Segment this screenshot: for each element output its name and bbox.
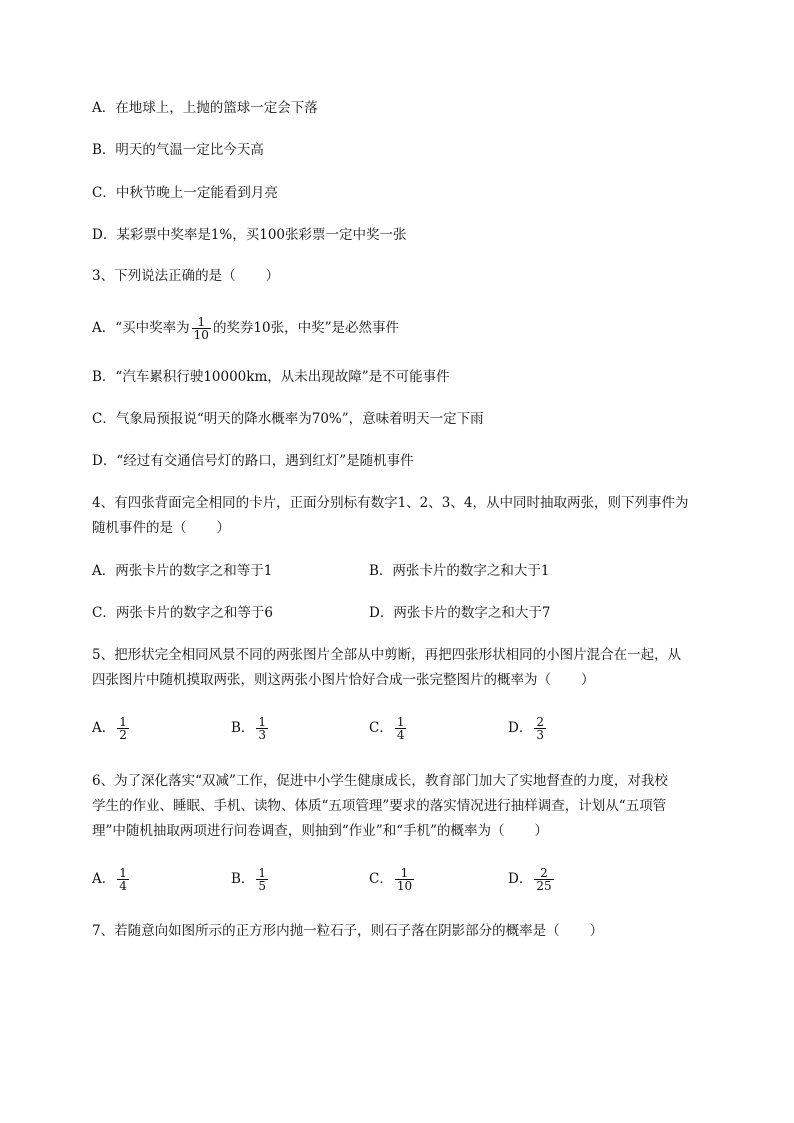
q7-stem-end: ） <box>589 923 604 939</box>
q3-stem-text: 3、下列说法正确的是（ <box>92 268 236 284</box>
q5-stem-text: 四张图片中随机摸取两张，则这两张小图片恰好合成一张完整图片的概率为（ <box>92 672 551 688</box>
q2-option-d: D．某彩票中奖率是1%，买100张彩票一定中奖一张 <box>92 227 407 243</box>
q3-option-c: C．气象局预报说“明天的降水概率为70%”，意味着明天一定下雨 <box>92 411 484 427</box>
q5-stem-end: ） <box>581 672 595 688</box>
q3-option-d: D．“经过有交通信号灯的路口，遇到红灯”是随机事件 <box>92 453 414 469</box>
option-label: B． <box>231 871 255 887</box>
q7-stem-text: 7、若随意向如图所示的正方形内抛一粒石子，则石子落在阴影部分的概率是（ <box>92 923 560 939</box>
fraction-denominator: 3 <box>258 728 267 742</box>
q3-stem <box>92 266 279 286</box>
q4-stem-line2 <box>92 518 230 538</box>
q7-stem <box>92 921 603 941</box>
fraction-denominator: 4 <box>396 728 405 742</box>
q4-option-b: B．两张卡片的数字之和大于1 <box>369 563 550 579</box>
q3-option-a <box>92 316 399 341</box>
fraction-numerator: 1 <box>258 866 267 880</box>
option-fraction <box>256 716 268 741</box>
fraction-numerator: 2 <box>534 867 553 880</box>
q5-option-b <box>231 716 270 741</box>
fraction-numerator: 1 <box>395 867 414 880</box>
q5-option-a <box>92 716 131 741</box>
q3-a-fraction <box>192 316 211 341</box>
q6-stem-end: ） <box>534 823 549 839</box>
q5-option-d <box>508 716 548 741</box>
option-fraction <box>117 867 129 892</box>
q6-stem-line2: 学生的作业、睡眠、手机、读物、体质“五项管理”要求的落实情况进行抽样调查，计划从“五项管 <box>92 798 667 814</box>
q3-a-pre: A．“买中奖率为 <box>92 320 190 336</box>
option-fraction <box>395 867 414 892</box>
option-fraction <box>395 716 407 741</box>
q6-stem-text: 理”中随机抽取两项进行问卷调查，则抽到“作业”和“手机”的概率为（ <box>92 823 505 839</box>
q5-stem-line2 <box>92 670 595 690</box>
option-label: B． <box>231 720 255 736</box>
option-label: D． <box>508 720 533 736</box>
q2-option-c: C．中秋节晚上一定能看到月亮 <box>92 185 278 201</box>
option-fraction <box>117 716 129 741</box>
fraction-denominator: 10 <box>396 879 413 893</box>
q2-option-a: A．在地球上，上抛的篮球一定会下落 <box>92 100 318 116</box>
fraction-numerator: 1 <box>396 715 405 729</box>
q3-option-b: B．“汽车累积行驶10000km，从未出现故障”是不可能事件 <box>92 369 450 385</box>
fraction-denominator: 10 <box>193 328 209 342</box>
q6-stem-line3 <box>92 821 548 841</box>
q4-option-c: C．两张卡片的数字之和等于6 <box>92 605 273 621</box>
q6-option-b <box>231 867 270 892</box>
q4-stem-text: 随机事件的是（ <box>92 520 187 536</box>
fraction-denominator: 5 <box>258 879 267 893</box>
option-label: C． <box>369 720 393 736</box>
q4-option-a: A．两张卡片的数字之和等于1 <box>92 563 273 579</box>
fraction-numerator: 1 <box>258 715 267 729</box>
option-fraction <box>534 716 546 741</box>
fraction-denominator: 25 <box>536 879 552 893</box>
option-label: A． <box>92 871 116 887</box>
q3-a-post: 的奖券10张，中奖”是必然事件 <box>212 320 400 336</box>
fraction-numerator: 1 <box>119 715 127 729</box>
fraction-numerator: 1 <box>192 316 211 329</box>
q6-option-c <box>369 867 416 892</box>
fraction-denominator: 2 <box>119 728 127 742</box>
q6-stem-line1: 6、为了深化落实“双减”工作，促进中小学生健康成长，教育部门加大了实地督查的力度，对我校 <box>92 773 668 789</box>
q4-stem-line1: 4、有四张背面完全相同的卡片，正面分别标有数字1、2、3、4，从中同时抽取两张，则下列事件为 <box>92 495 689 511</box>
q4-option-d: D．两张卡片的数字之和大于7 <box>369 605 551 621</box>
q2-option-b: B．明天的气温一定比今天高 <box>92 142 264 158</box>
fraction-numerator: 1 <box>119 866 127 880</box>
option-fraction <box>534 867 553 892</box>
q5-option-c <box>369 716 408 741</box>
fraction-numerator: 2 <box>536 715 544 729</box>
q6-option-a <box>92 867 131 892</box>
q4-stem-end: ） <box>216 520 230 536</box>
fraction-denominator: 4 <box>119 879 127 893</box>
q3-stem-end: ） <box>265 268 280 284</box>
option-label: A． <box>92 720 116 736</box>
option-label: C． <box>369 871 393 887</box>
q5-stem-line1: 5、把形状完全相同风景不同的两张图片全部从中剪断，再把四张形状相同的小图片混合在一起，从 <box>92 647 682 663</box>
q6-option-d <box>508 867 556 892</box>
fraction-denominator: 3 <box>536 728 544 742</box>
option-fraction <box>256 867 268 892</box>
option-label: D． <box>508 871 533 887</box>
